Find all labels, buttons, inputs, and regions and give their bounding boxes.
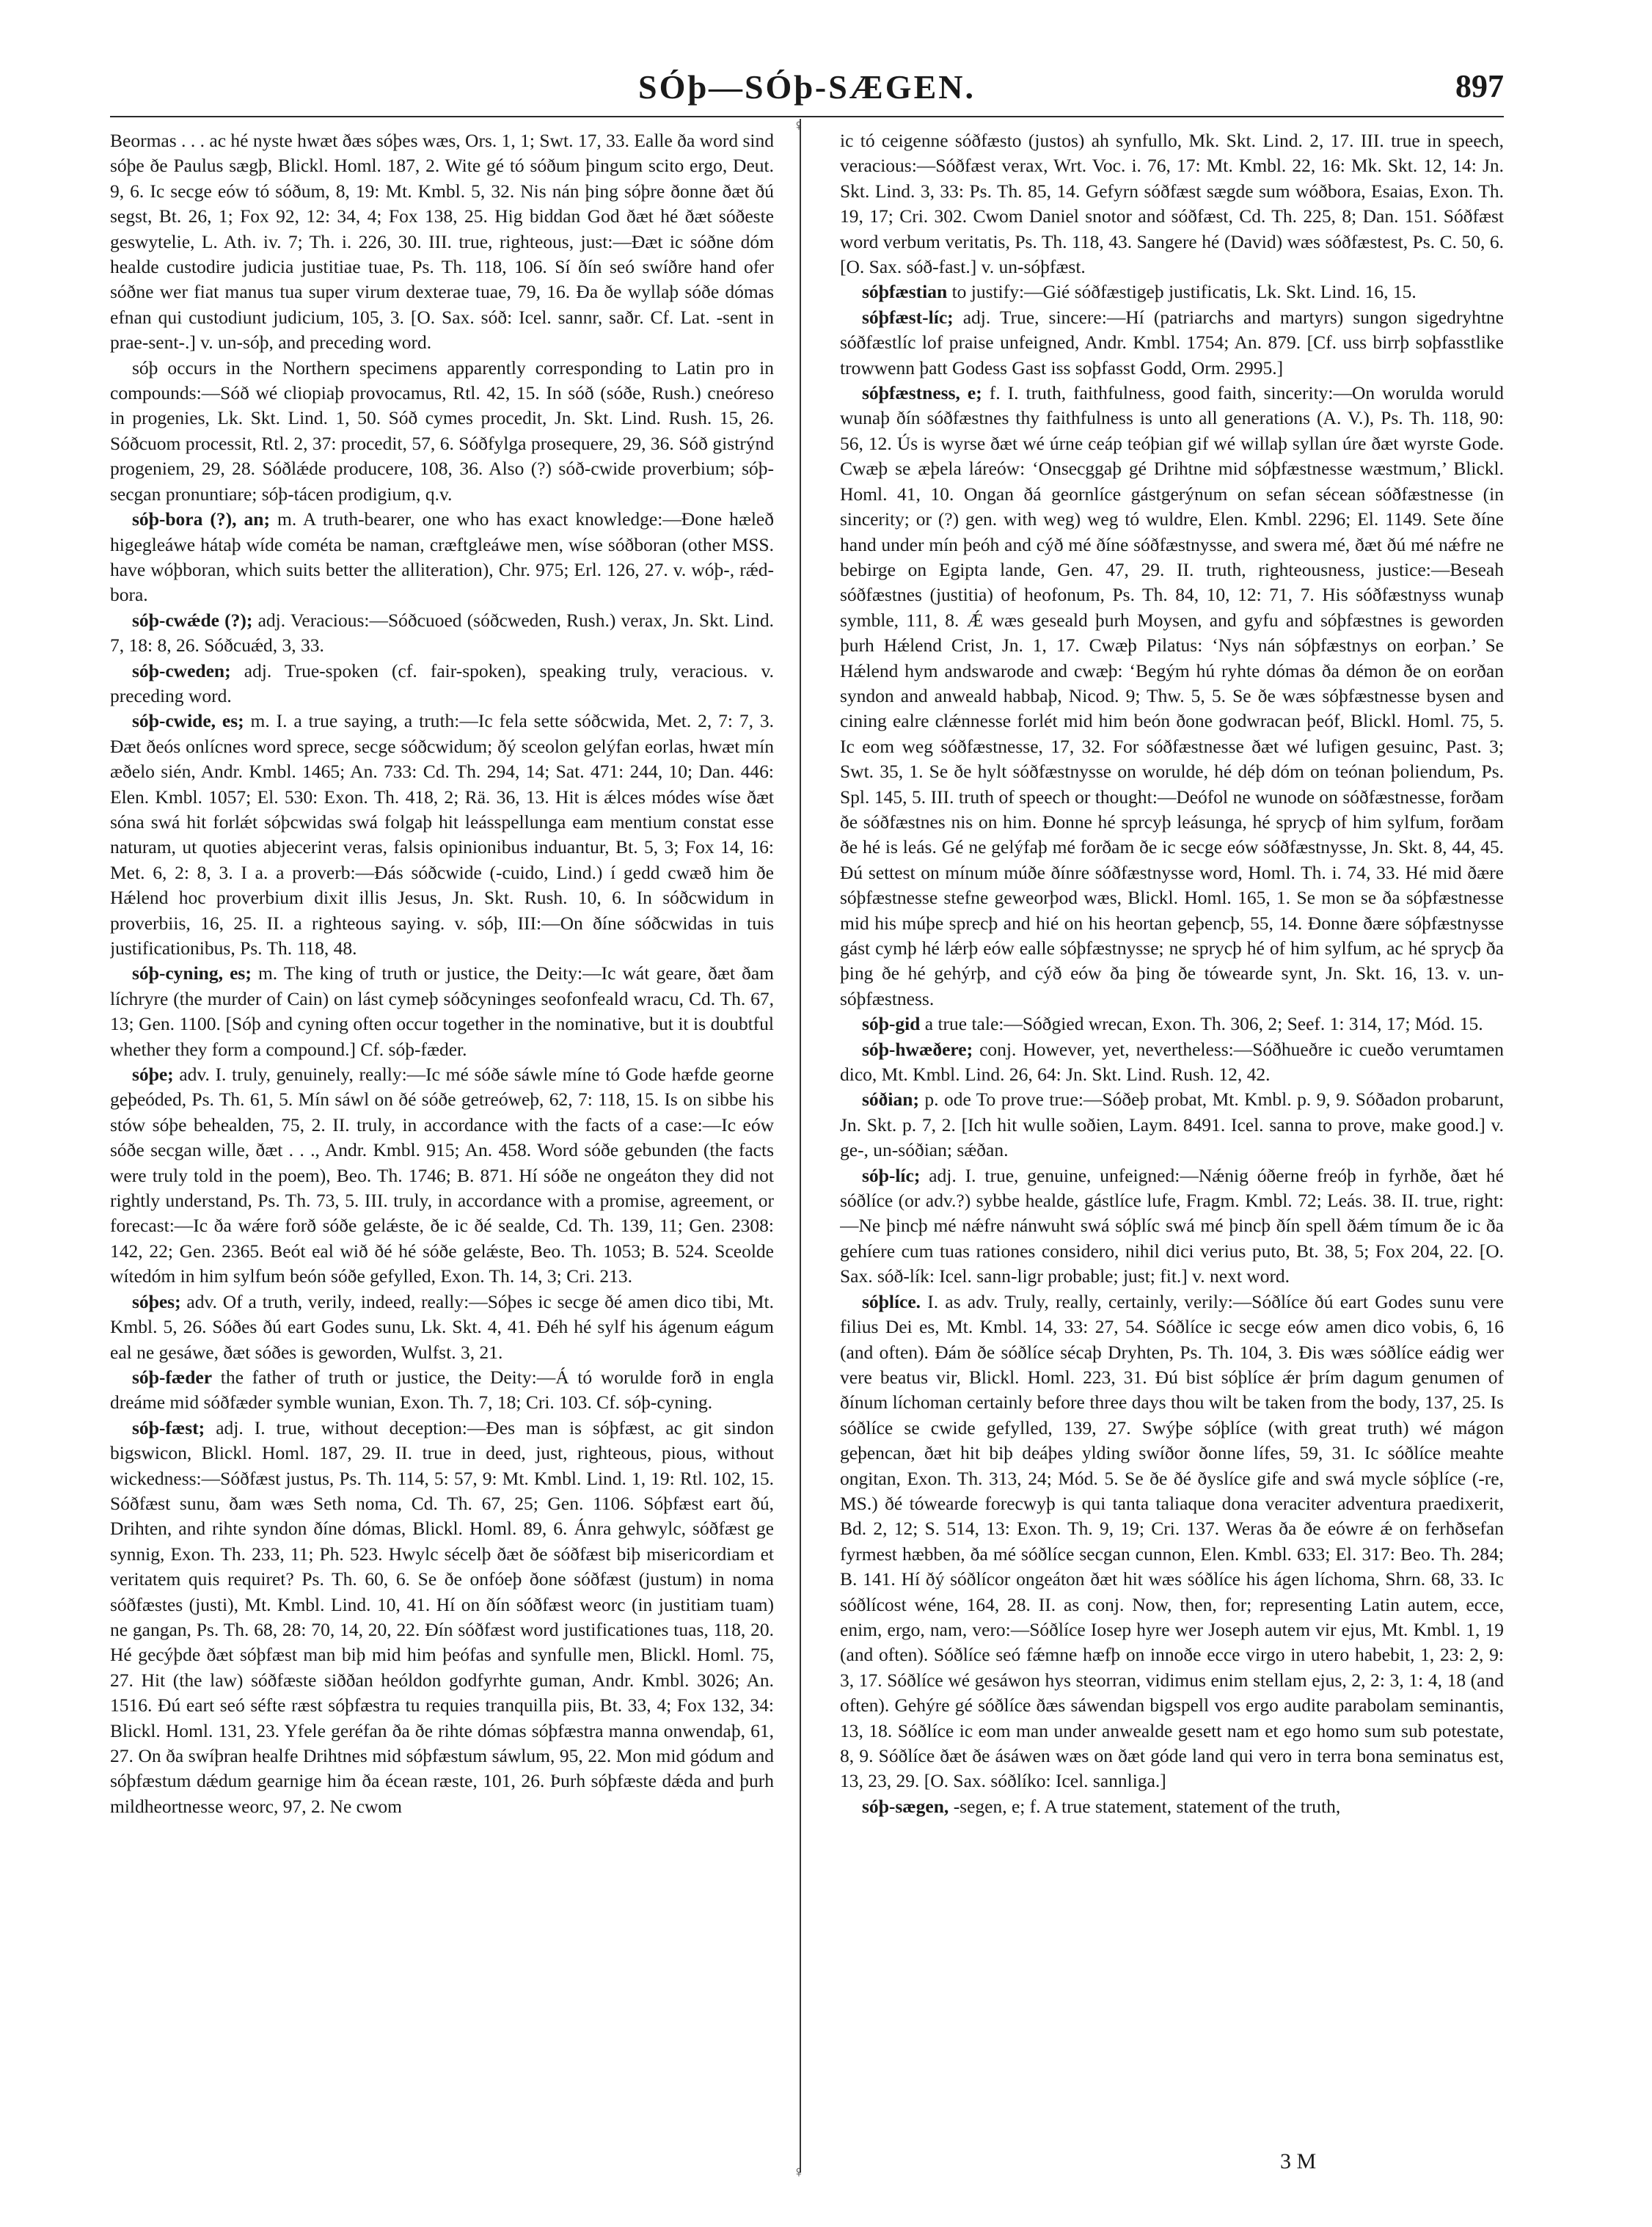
entry-headword: sóþ-bora (?), an; xyxy=(132,508,270,530)
entry-text: conj. However, yet, nevertheless:—Sóðhueðre ic cueðo verumtamen dico, Mt. Kmbl. Lind. 26, 64: Jn. Skt. Lind. Rush. 12, 42. xyxy=(840,1038,1504,1086)
dictionary-entry xyxy=(110,659,774,709)
dictionary-entry xyxy=(110,128,774,356)
entry-headword: sóþlíce. xyxy=(862,1290,921,1312)
dictionary-entry xyxy=(840,305,1504,381)
entry-text: adv. I. truly, genuinely, really:—Ic mé sóðe sáwle míne tó Gode hæfde georne geþeóded, Ps. Th. 61, 5. Mín sáwl on ðé sóðe getreóweþ, 62, 7: 118, 15. Is on sibbe his stów sóþe behealden, 75, 2. II. truly, in accordance with the facts of a case:—Ic eów sóðe secgan wille, ðæt . . ., Andr. Kmbl. 915; An. 458. Word sóðe gebunden (the facts were truly told in the poem), Beo. Th. 1746; B. 871. Hí sóðe ne ongeáton they did not rightly understand, Ps. Th. 73, 5. III. truly, in accordance with a promise, agreement, or forecast:—Ic ða wǽre forð sóðe gelǽste, ðe ic ðé sealde, Cd. Th. 139, 11; Gen. 2308: 142, 22; Gen. 2365. Beót eal wið ðé hé sóðe gelǽste, Beo. Th. 1053; B. 524. Sceolde wítedóm in him sylfum beón sóðe gefylled, Exon. Th. 14, 3; Cri. 213. xyxy=(110,1064,774,1287)
dictionary-entry xyxy=(110,709,774,961)
left-column xyxy=(110,128,774,2168)
entry-text: to justify:—Gié sóðfæstigeþ justificatis, Lk. Skt. Lind. 16, 15. xyxy=(947,281,1417,303)
entry-text: ic tó ceigenne sóðfæsto (justos) ah synfullo, Mk. Skt. Lind. 2, 17. III. true in speech, veracious:—Sóðfæst verax, Wrt. Voc. i. 76, 17: Mt. Kmbl. 22, 16: Mk. Skt. 12, 14: Jn. Skt. Lind. 3, 33: Ps. Th. 85, 14. Gefyrn sóðfæst sægde sum wóðbora, Esaias, Exon. Th. 19, 17; Cri. 302. Cwom Daniel snotor and sóðfæst, Cd. Th. 225, 8; Dan. 151. Sóðfæst word verbum veritatis, Ps. Th. 118, 43. Sangere hé (David) wæs sóðfæstest, Ps. C. 50, 6. [O. Sax. sóð-fast.] v. un-sóþfæst. xyxy=(840,130,1504,278)
entry-text: m. The king of truth or justice, the Deity:—Ic wát geare, ðæt ðam líchryre (the murder of Cain) on lást cymeþ sóðcyninges seofonfeald wracu, Cd. Th. 67, 13; Gen. 1100. [Sóþ and cyning often occur together in the nominative, but it is doubtful whether they form a compound.] Cf. sóþ-fæder. xyxy=(110,962,774,1060)
entry-text: adj. Veracious:—Sóðcuoed (sóðcweden, Rush.) verax, Jn. Skt. Lind. 7, 18: 8, 26. Sóðcuǽd, 3, 33. xyxy=(110,609,774,657)
entry-headword: sóþfæstian xyxy=(862,281,948,303)
divider-ornament-top: ♀ xyxy=(792,116,805,134)
entry-text: adj. I. true, without deception:—Ðes man is sóþfæst, ac git sindon bigswicon, Blickl. Homl. 187, 29. II. true in deed, just, righteous, pious, without wickedness:—Sóðfæst justus, Ps. Th. 114, 5: 57, 9: Mt. Kmbl. Lind. 1, 19: Rtl. 102, 15. Sóðfæst sunu, ðam wæs Seth noma, Cd. Th. 67, 25; Gen. 1106. Sóþfæst eart ðú, Drihten, and rihte syndon ðíne dómas, Blickl. Homl. 89, 6. Ánra gehwylc, sóðfæst ge synnig, Exon. Th. 233, 11; Ph. 523. Hwylc sécelþ ðæt ðe sóðfæst biþ misericordiam et veritatem quis requiret? Ps. Th. 60, 6. Se ðe onfóeþ ðone sóðfæst (justum) in noma sóðfæstes (justi), Mt. Kmbl. Lind. 10, 41. Hí on ðín sóðfæst weorc (in justitiam tuam) ne gangan, Ps. Th. 68, 28: 70, 14, 20, 22. Ðín sóðfæst word justificationes tuas, 118, 20. Hé gecýþde ðæt sóþfæst man biþ mid him þeófas and synfulle men, Blickl. Homl. 75, 27. Hit (the law) sóðfæste siððan heóldon godfyrhte guman, Andr. Kmbl. 3026; An. 1516. Ðú eart seó séfte ræst sóþfæstra tu requies tranquilla piis, Bt. 33, 4; Fox 132, 34: Blickl. Homl. 131, 23. Yfele geréfan ða ðe rihte dómas sóþfæstra manna onwendaþ, 61, 27. On ða swíþran healfe Drihtnes mid sóþfæstum sáwlum, 95, 22. Mon mid gódum and sóþfæstum dǽdum gearnige him ða écean ræste, 101, 26. Þurh sóþfæste dǽda and þurh mildheortnesse weorc, 97, 2. Ne cwom xyxy=(110,1416,774,1817)
entry-headword: sóþfæstness, e; xyxy=(862,382,982,404)
entry-headword: sóþfæst-líc; xyxy=(862,306,954,328)
entry-headword: sóþ-líc; xyxy=(862,1164,921,1186)
dictionary-entry xyxy=(840,1290,1504,1794)
dictionary-entry xyxy=(840,1163,1504,1290)
entry-text: sóþ occurs in the Northern specimens apparently corresponding to Latin pro in compounds:—Sóð wé cliopiaþ provocamus, Rtl. 42, 15. In sóð (sóðe, Rush.) cneóreso in progenies, Lk. Skt. Lind. 1, 50. Sóð cymes procedit, Jn. Skt. Lind. Rush. 15, 26. Sóðcuom processit, Rtl. 2, 37: procedit, 57, 6. Sóðfylga prosequere, 29, 36. Sóð gistrýnd progeniem, 29, 28. Sóðlǽde producere, 108, 36. Also (?) sóð-cwide proverbium; sóþ-secgan pronuntiare; sóþ-tácen prodigium, q.v. xyxy=(110,356,774,505)
dictionary-entry xyxy=(840,128,1504,279)
dictionary-entry xyxy=(110,1416,774,1820)
entry-headword: sóþ-cwǽde (?); xyxy=(132,609,253,631)
entry-text: adj. True, sincere:—Hí (patriarchs and martyrs) sungon sigedryhtne sóðfæstlíc lof praise unfeigned, Andr. Kmbl. 1754; An. 879. [Cf. uss birrþ soþfasstlike trowwenn þatt Godess Gast iss soþfasst Godd, Orm. 2995.] xyxy=(840,306,1504,379)
entry-headword: sóþ-hwæðere; xyxy=(862,1038,973,1060)
dictionary-entry xyxy=(840,279,1504,304)
entry-text: adv. Of a truth, verily, indeed, really:—Sóþes ic secge ðé amen dico tibi, Mt. Kmbl. 5, 26. Sóðes ðú eart Godes sunu, Lk. Skt. 4, 41. Ðéh hé sylf his ágenum eágum eal ne gesáwe, ðæt sóðes is geworden, Wulfst. 3, 21. xyxy=(110,1290,774,1363)
entry-headword: sóþ-cweden; xyxy=(132,659,231,681)
entry-headword: sóðian; xyxy=(862,1089,919,1111)
entry-text: Beormas . . . ac hé nyste hwæt ðæs sóþes wæs, Ors. 1, 1; Swt. 17, 33. Ealle ða word sind sóþe ðe Paulus sægþ, Blickl. Homl. 187, 2. Wite gé tó sóðum þingum scito ergo, Deut. 9, 6. Ic secge eów tó sóðum, 8, 19: Mt. Kmbl. 5, 32. Nis nán þing sóþre ðonne ðæt ðú segst, Bt. 26, 1; Fox 92, 12: 34, 4; Fox 138, 25. Hig biddan God ðæt hé ðæt sóðeste geswytelie, L. Ath. iv. 7; Th. i. 226, 30. III. true, righteous, just:—Ðæt ic sóðne dóm healde custodire judicia justitiae tuae, Ps. Th. 118, 106. Sí ðín seó swíðre hand ofer sóðne wer fiat manus tua super virum dexterae tuae, 79, 16. Ða ðe wyllaþ sóðe dómas efnan qui custodiunt judicium, 105, 3. [O. Sax. sóð: Icel. sannr, saðr. Cf. Lat. -sent in prae-sent-.] v. un-sóþ, and preceding word. xyxy=(110,130,774,354)
entry-headword: sóþ-cyning, es; xyxy=(132,962,252,984)
entry-headword: sóþ-cwide, es; xyxy=(132,710,244,732)
column-divider xyxy=(800,119,801,2173)
running-head xyxy=(110,67,1504,119)
dictionary-entry xyxy=(110,608,774,659)
entry-headword: sóþe; xyxy=(132,1064,174,1086)
dictionary-entry xyxy=(110,507,774,608)
signature-mark: 3 M xyxy=(1280,2149,1317,2173)
dictionary-entry xyxy=(840,1037,1504,1088)
dictionary-entry xyxy=(110,1290,774,1365)
entry-text: f. I. truth, faithfulness, good faith, sincerity:—On worulda woruld wunaþ ðín sóðfæstnes thy faithfulness is unto all generations (A. V.), Ps. Th. 118, 90: 56, 12. Ús is wyrse ðæt wé úrne ceáp teóþian gif wé willaþ syllan úre ðæt wyrste Gode. Cwæþ se æþela láreów: ‘Onsecggaþ gé Drihtne mid sóþfæstnesse wæstmum,’ Blickl. Homl. 41, 10. Ongan ðá geornlíce gástgerýnum on sefan sécean sóðfæstnesse (in sincerity; or (?) gen. with weg) weg tó wuldre, Elen. Kmbl. 2296; El. 1149. Sete ðíne hand under mín þeóh and cýð mé ðíne sóðfæstnysse, and swera mé, ðæt ðú mé nǽfre ne bebirge on Egipta lande, Gen. 47, 29. II. truth, righteousness, justice:—Beseah sóðfæstnes (justitia) of heofonum, Ps. Th. 84, 10, 12: 71, 7. His sóðfæstnyss wunaþ symble, 111, 8. Ǽ wæs geseald þurh Moysen, and gyfu and sóþfæstnes is geworden þurh Hǽlend Crist, Jn. 1, 17. Cwæþ Pilatus: ‘Nys nán sóþfæstnys on eorþan.’ Se Hǽlend hym andswarode and cwæþ: ‘Begým hú ryhte dómas ða démon ðe on eorðan syndon and anweald habbaþ, Nicod. 9; Thw. 5, 5. Se ðe wæs sóþfæstnesse bysen and cining ealre clǽnnesse forlét mid him beón ðone godwracan þeóf, Blickl. Homl. 75, 5. Ic eom weg sóðfæstnesse, 17, 32. For sóðfæstnesse ðæt wé lufigen gesuinc, Past. 3; Swt. 35, 1. Se ðe hylt sóðfæstnysse on worulde, hé déþ dóm on teónan þoliendum, Ps. Spl. 145, 5. III. truth of speech or thought:—Deófol ne wunode on sóðfæstnesse, forðam ðe sóðfæstnes nis on him. Ðonne hé sprcyþ leásunga, hé sprycþ of him sylfum, forðam ðe hé is leás. Gé ne gelýfaþ mé forðam ðe ic secge eów sóðfæstnysse, Jn. Skt. 8, 44, 45. Ðú settest on mínum múðe ðínre sóðfæstnysse word, Homl. Th. i. 74, 33. Hé mid ðære sóþfæstnesse stefne geweorþod wæs, Blickl. Homl. 165, 1. Se mon se ða sóþfæstnesse mid his múþe sprecþ and hié on his heortan geþencþ, 55, 14. Ðonne ðære sóþfæstnysse gást cymþ hé lǽrþ eów ealle sóþfæstnysse; ne sprycþ hé of him sylfum, ac hé sprycþ ða þing ðe hé gehýrþ, and cýð eów ða þing ðe tówearde synt, Jn. Skt. 16, 13. v. un-sóþfæstness. xyxy=(840,382,1504,1009)
dictionary-entry xyxy=(110,1365,774,1416)
running-title: SÓþ—SÓþ-SÆGEN. xyxy=(638,68,976,106)
entry-headword: sóþ-gid xyxy=(862,1013,921,1035)
dictionary-entry xyxy=(110,961,774,1062)
entry-text: the father of truth or justice, the Deity:—Á tó worulde forð in engla dreáme mid sóðfæder symble wunian, Exon. Th. 7, 18; Cri. 103. Cf. sóþ-cyning. xyxy=(110,1366,774,1414)
dictionary-entry xyxy=(110,1062,774,1290)
entry-text: p. ode To prove true:—Sóðeþ probat, Mt. Kmbl. p. 9, 9. Sóðadon probarunt, Jn. Skt. p. 7, 2. [Ich hit wulle soðien, Laym. 8491. Icel. sanna to prove, make good.] v. ge-, un-sóðian; sǽðan. xyxy=(840,1089,1504,1161)
entry-text: adj. True-spoken (cf. fair-spoken), speaking truly, veracious. v. preceding word. xyxy=(110,659,774,706)
dictionary-entry xyxy=(840,1087,1504,1163)
header-rule xyxy=(110,116,1504,117)
dictionary-entry xyxy=(840,1794,1504,1819)
entry-text: a true tale:—Sóðgied wrecan, Exon. Th. 306, 2; Seef. 1: 314, 17; Mód. 15. xyxy=(920,1013,1483,1035)
page-number: 897 xyxy=(1455,68,1504,104)
entry-headword: sóþes; xyxy=(132,1290,181,1312)
right-column xyxy=(840,128,1504,2168)
entry-text: -segen, e; f. A true statement, statement of the truth, xyxy=(949,1795,1341,1817)
entry-headword: sóþ-fæder xyxy=(132,1366,213,1388)
entry-headword: sóþ-sægen, xyxy=(862,1795,949,1817)
entry-text: m. A truth-bearer, one who has exact knowledge:—Ðone hæleð higegleáwe hátaþ wíde cométa be naman, cræftgleáwe men, wíse sóðboran (other MSS. have wóþboran, which suits better the alliteration), Chr. 975; Erl. 126, 27. v. wóþ-, rǽd-bora. xyxy=(110,508,774,606)
dictionary-entry xyxy=(840,381,1504,1012)
entry-text: m. I. a true saying, a truth:—Ic fela sette sóðcwida, Met. 2, 7: 7, 3. Ðæt ðeós onlícnes word sprece, secge sóðcwidum; ðý sceolon gelýfan eorlas, hwæt mín æðelo sién, Andr. Kmbl. 1465; An. 733: Cd. Th. 294, 14; Sat. 471: 244, 10; Dan. 446: Elen. Kmbl. 1057; El. 530: Exon. Th. 418, 2; Rä. 36, 13. Hit is ǽlces módes wíse ðæt sóna swá hit forlǽt sóþcwidas swá folgaþ hit leásspellunga eam mentium constat esse naturam, ut quoties abjecerint veras, falsis opinionibus induantur, Bt. 5, 3; Fox 14, 16: Met. 6, 2: 8, 3. I a. a proverb:—Ðás sóðcwide (-cuido, Lind.) í gedd cwæð him ðe Hǽlend hoc proverbium dixit illis Jesus, Jn. Skt. Rush. 10, 6. In sóðcwidum in proverbiis, 16, 25. II. a righteous saying. v. sóþ, III:—On ðíne sóðcwidas in tuis justificationibus, Ps. Th. 118, 48. xyxy=(110,710,774,959)
divider-ornament-bottom: ♀ xyxy=(792,2162,805,2181)
entry-text: adj. I. true, genuine, unfeigned:—Nǽnig óðerne freóþ in fyrhðe, ðæt hé sóðlíce (or adv.?) sybbe healde, gástlíce lufe, Fragm. Kmbl. 72; Leás. 38. II. true, right:—Ne þincþ mé nǽfre nánwuht swá sóþlíc swá mé þincþ ðín spell ðǽm tímum ðe ic ða gehíere cum tuas rationes considero, nihil dici verius puto, Bt. 38, 5; Fox 204, 22. [O. Sax. sóð-lík: Icel. sann-ligr probable; just; fit.] v. next word. xyxy=(840,1164,1504,1287)
dictionary-entry xyxy=(840,1012,1504,1036)
entry-text: I. as adv. Truly, really, certainly, verily:—Sóðlíce ðú eart Godes sunu vere filius Dei es, Mt. Kmbl. 14, 33: 27, 54. Sóðlíce ic secge eów amen dico vobis, 6, 16 (and often). Ðám ðe sóðlíce sécaþ Dryhten, Ps. Th. 104, 3. Ðis wæs sóðlíce eádig wer vere beatus vir, Blickl. Homl. 223, 31. Ðú bist sóþlíce ǽr þrím dagum genumen of ðínum líchoman certainly before three days thou wilt be taken from the body, 137, 25. Is sóðlíce se cwide gefylled, 139, 27. Swýþe sóþlíce (with great truth) wé mágon geþencan, ðæt hit biþ deáþes ylding swíðor ðonne lífes, 59, 31. Ic sóðlíce meahte ongitan, Exon. Th. 313, 24; Mód. 5. Se ðe ðé ðyslíce gife and swá mycle sóþlíce (-re, MS.) ðé tówearde forecwyþ is qui tanta taliaque dona veraciter adventura praedixerit, Bd. 2, 12; S. 514, 13: Exon. Th. 9, 19; Cri. 137. Weras ða ðe eówre ǽ on ferhðsefan fyrmest hæbben, ða mé sóðlíce secgan cunnon, Elen. Kmbl. 633; El. 317: Beo. Th. 284; B. 141. Hí ðý sóðlícor ongeáton ðæt hit wæs sóðlíce his ágen líchoma, Shrn. 68, 33. Ic sóðlícost wéne, 164, 28. II. as conj. Now, then, for; representing Latin autem, ecce, enim, ergo, nam, vero:—Sóðlíce Iosep hyre wer Joseph autem vir ejus, Mt. Kmbl. 1, 19 (and often). Sóðlíce seó fǽmne hæfþ on innoðe ecce virgo in utero habebit, 1, 23: 2, 9: 3, 17. Sóðlíce wé gesáwon hys steorran, vidimus enim stellam ejus, 2, 2: 3, 1: 4, 18 (and often). Gehýre gé sóðlíce ðæs sáwendan bigspell vos ergo audite parabolam seminantis, 13, 18. Sóðlíce ic eom man under anwealde gesett nam et ego homo sum sub potestate, 8, 9. Sóðlíce ðæt ðe ásáwen wæs on ðæt góde land qui vero in terra bona seminatus est, 13, 23, 29. [O. Sax. sóðlíko: Icel. sannliga.] xyxy=(840,1290,1504,1792)
entry-headword: sóþ-fæst; xyxy=(132,1416,205,1438)
dictionary-entry xyxy=(110,356,774,507)
